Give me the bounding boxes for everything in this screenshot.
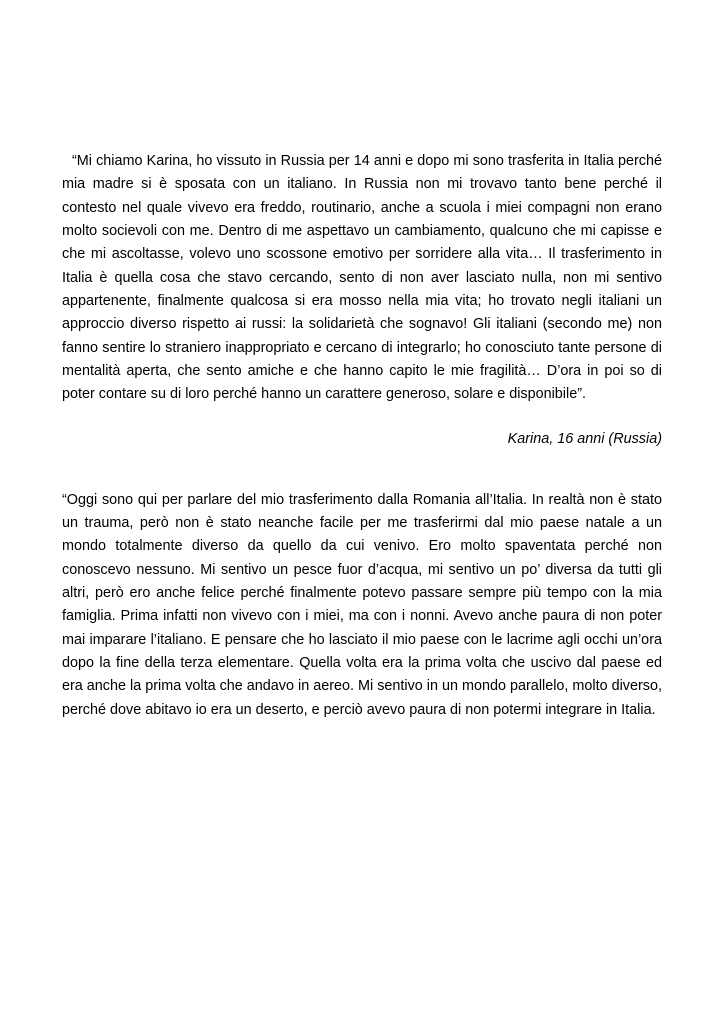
testimony-attribution-karina: Karina, 16 anni (Russia) — [507, 430, 662, 447]
testimony-paragraph-romania: “Oggi sono qui per parlare del mio trasferimento dalla Romania all’Italia. In realtà non è stato un trauma, però non è stato neanche facile per me trasferirmi dal mio paese natale a un mondo totalmente diverso da quello da cui venivo. Ero molto spaventata perché non conoscevo nessuno. Mi sentivo un pesce fuor d’acqua, mi sentivo un po’ diversa da tutti gli altri, però ero anche felice perché finalmente potevo passare sempre più tempo con la mia famiglia. Prima infatti non vivevo con i miei, ma con i nonni. Avevo anche paura di non poter mai imparare l’italiano. E pensare che ho lasciato il mio paese con le lacrime agli occhi un’ora dopo la fine della terza elementare. Quella volta era la prima volta che uscivo dal paese ed era anche la prima volta che andavo in aereo. Mi sentivo in un mondo parallelo, molto diverso, perché dove abitavo io era un deserto, e perciò avevo paura di non potermi integrare in Italia. — [62, 491, 662, 718]
paragraph-spacer — [62, 447, 662, 489]
testimony-paragraph-karina: “Mi chiamo Karina, ho vissuto in Russia per 14 anni e dopo mi sono trasferita in Italia perché mia madre si è sposata con un italiano. In Russia non mi trovavo tanto bene perché il contesto nel quale vivevo era freddo, routinario, anche a scuola i miei compagni non erano molto socievoli con me. Dentro di me aspettavo un cambiamento, qualcuno che mi capisse e che mi ascoltasse, volevo uno scossone emotivo per sorridere alla vita… Il trasferimento in Italia è quella cosa che stavo cercando, sento di non aver lasciato nulla, non mi sentivo appartenente, finalmente qualcosa si era mosso nella mia vita; ho trovato negli italiani un approccio diverso rispetto ai russi: la solidarietà che sognavo! Gli italiani (secondo me) non fanno sentire lo straniero inappropriato e cercano di integrarlo; ho conosciuto tante persone di mentalità aperta, che sento amiche e che hanno capito le mie fragilità… D’ora in poi so di poter contare su di loro perché hanno un carattere generoso, solare e disponibile”. — [62, 153, 662, 403]
